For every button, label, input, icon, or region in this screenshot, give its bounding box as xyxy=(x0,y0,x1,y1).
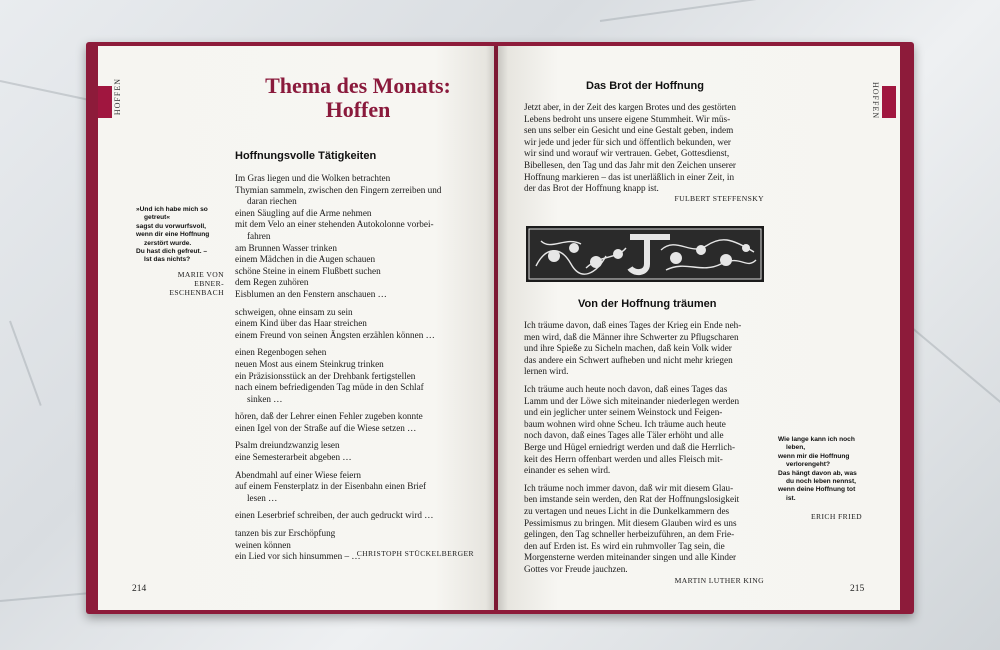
sidenote-author: ERICH FRIED xyxy=(810,512,862,521)
chapter-title-line: Thema des Monats: xyxy=(265,73,451,98)
poem-stanza xyxy=(235,440,475,463)
prose-line: Jetzt aber, in der Zeit des kargen Brotes und des gestörten xyxy=(524,102,736,112)
prose-line: einander es sehen wird. xyxy=(524,465,611,476)
sidenote-line: Wie lange kann ich noch xyxy=(778,436,855,443)
prose-line: Pessimismus zu bringen. Mit diesem Glauben wird es uns xyxy=(524,517,737,528)
prose-line: Hoffnung markieren – das ist unerläßlich in einer Zeit, in xyxy=(524,171,735,182)
poem-stanza xyxy=(235,510,475,522)
poem-line: lesen … xyxy=(247,492,278,503)
sidenote-quote xyxy=(778,436,857,503)
prose-line: Ich träume davon, daß eines Tages der Krieg ein Ende neh- xyxy=(524,320,742,330)
poem-line: einem Freund von seinen Ängsten erzählen können … xyxy=(235,329,435,340)
chapter-title-line: Hoffen xyxy=(325,97,391,122)
section-title: Das Brot der Hoffnung xyxy=(586,80,704,92)
running-head: HOFFEN xyxy=(113,78,122,116)
poem-author: CHRISTOPH STÜCKELBERGER xyxy=(356,549,474,558)
poem-line: ein Präzisionsstück an der Drehbank fertigstellen xyxy=(235,370,416,381)
poem-body xyxy=(235,173,475,569)
marble-vein xyxy=(9,321,42,406)
section-author: FULBERT STEFFENSKY xyxy=(674,194,764,203)
prose-line: baum wohnen wird ohne Scheu. Ich träume auch heute xyxy=(524,418,726,429)
prose-line: sen uns selber ein Gesicht und eine Gestalt geben, indem xyxy=(524,125,734,136)
woodcut-illustration xyxy=(526,226,764,282)
prose-line: Ich träume auch heute noch davon, daß eines Tages das xyxy=(524,383,728,394)
prose-line: Ich träume noch immer davon, daß wir mit diesem Glau- xyxy=(524,482,734,493)
poem-line: einen Leserbrief schreiben, der auch gedruckt wird … xyxy=(235,510,434,521)
prose-line: den auf Erden ist. Es wird ein ruhmvoller Tag sein, die xyxy=(524,540,725,551)
sidenote-line: leben, xyxy=(786,444,806,452)
poem-line: nach einem befriedigenden Tag müde in den Schlaf xyxy=(235,382,424,393)
section-body xyxy=(524,102,784,195)
chapter-title xyxy=(248,74,468,122)
poem-stanza xyxy=(235,347,475,405)
section-title: Hoffnungsvolle Tätigkeiten xyxy=(235,150,377,162)
poem-line: hören, daß der Lehrer einen Fehler zugeben konnte xyxy=(235,411,423,422)
poem-line: weinen können xyxy=(235,539,291,550)
prose-line: ben imstande sein werden, den Rat der Hoffnungslosigkeit xyxy=(524,494,740,505)
book-spine xyxy=(486,46,508,610)
author-line: EBNER-ESCHENBACH xyxy=(169,279,224,297)
page-number: 214 xyxy=(132,584,147,594)
prose-paragraph xyxy=(524,384,786,477)
sidenote-line: wenn mir die Hoffnung xyxy=(778,452,850,460)
prose-line: lernen wird. xyxy=(524,366,569,377)
poem-line: neuen Most aus einem Steinkrug trinken xyxy=(235,358,384,369)
chapter-tab-marker xyxy=(882,86,896,118)
poem-stanza xyxy=(235,173,475,301)
sidenote-author xyxy=(148,270,224,297)
poem-stanza xyxy=(235,307,475,342)
running-head: HOFFEN xyxy=(871,82,880,120)
prose-line: und ihre Spieße zu Sicheln machen, daß kein Volk wider xyxy=(524,343,732,354)
sidenote-line: zerstört wurde. xyxy=(144,239,192,247)
prose-line: wir jede und jeder für sich und öffentlich bekunden, wer xyxy=(524,136,731,147)
prose-paragraph xyxy=(524,483,786,576)
poem-line: dem Regen zuhören xyxy=(235,277,309,288)
sidenote-line: getreut« xyxy=(144,214,171,222)
page-number: 215 xyxy=(850,584,865,594)
author-line: MARIE VON xyxy=(177,270,224,279)
poem-stanza xyxy=(235,411,475,434)
poem-line: sinken … xyxy=(247,393,283,404)
prose-line: das andere ein Schwert aufheben und nicht mehr kriegen xyxy=(524,354,733,365)
left-page xyxy=(98,46,494,610)
prose-line: Gottes vor Freude jauchzen. xyxy=(524,563,628,574)
poem-line: tanzen bis zur Erschöpfung xyxy=(235,528,336,539)
prose-line: gelingen, den Tag schneller herbeizuführen, an dem Frie- xyxy=(524,529,735,540)
section-author: MARTIN LUTHER KING xyxy=(674,576,764,585)
poem-line: schöne Steine in einem Flußbett suchen xyxy=(235,265,381,276)
poem-line: mit dem Velo an einer stehenden Autokolonne vorbei- xyxy=(235,219,434,230)
sidenote-quote xyxy=(136,206,209,265)
prose-line: Morgensterne werden miteinander singen und alle Kinder xyxy=(524,552,737,563)
poem-line: fahren xyxy=(247,230,271,241)
poem-stanza xyxy=(235,470,475,505)
sidenote-line: wenn deine Hoffnung tot xyxy=(778,486,856,494)
poem-line: einem Mädchen in die Augen schauen xyxy=(235,254,376,265)
prose-line: zu vertagen und neues Licht in die Dunkelkammern des xyxy=(524,505,730,516)
prose-line: noch davon, daß eines Tages alle Täler erhöht und alle xyxy=(524,430,724,441)
section-title: Von der Hoffnung träumen xyxy=(578,298,717,310)
poem-line: Psalm dreiundzwanzig lesen xyxy=(235,440,340,451)
poem-line: ein Lied vor sich hinsummen – … xyxy=(235,551,361,562)
poem-line: einen Igel von der Straße auf die Wiese setzen … xyxy=(235,422,417,433)
poem-line: auf einem Fensterplatz in der Eisenbahn einen Brief xyxy=(235,481,427,492)
sidenote-line: sagst du vorwurfsvoll, xyxy=(136,222,206,230)
chapter-tab-marker xyxy=(98,86,112,118)
prose-line: wir sind und worauf wir vertrauen. Gebet, Gottesdienst, xyxy=(524,148,730,159)
poem-line: Abendmahl auf einer Wiese feiern xyxy=(235,469,361,480)
prose-paragraph xyxy=(524,320,786,378)
poem-line: daran riechen xyxy=(247,196,297,207)
poem-line: Thymian sammeln, zwischen den Fingern zerreiben und xyxy=(235,184,442,195)
sidenote-line: ist. xyxy=(786,494,796,502)
right-page xyxy=(498,46,900,610)
marble-vein xyxy=(600,0,1000,22)
prose-line: Bibellesen, den Tag und das Jahr mit den Zeichen unserer xyxy=(524,159,736,170)
prose-line: Lebens bedroht uns unsere eigene Stummheit. Wir müs- xyxy=(524,113,731,124)
poem-line: einen Säugling auf die Arme nehmen xyxy=(235,207,372,218)
section-body xyxy=(524,320,786,581)
prose-line: men wird, daß die Männer ihre Schwerter zu Pflugscharen xyxy=(524,331,739,342)
sidenote-line: verlorengeht? xyxy=(786,461,830,469)
sidenote-line: du noch leben nennst, xyxy=(786,478,856,486)
prose-line: Lamm und der Löwe sich miteinander niederlegen werden xyxy=(524,395,740,406)
poem-line: schweigen, ohne einsam zu sein xyxy=(235,306,353,317)
poem-line: einen Regenbogen sehen xyxy=(235,347,327,358)
sidenote-line: wenn dir eine Hoffnung xyxy=(136,231,210,239)
sidenote-line: »Und ich habe mich so xyxy=(136,206,208,213)
sidenote-line: Ist das nichts? xyxy=(144,256,191,264)
prose-line: und ein jeglicher unter seinem Weinstock und Feigen- xyxy=(524,407,723,418)
sidenote-line: Du hast dich gefreut. – xyxy=(136,248,208,256)
poem-line: am Brunnen Wasser trinken xyxy=(235,242,337,253)
poem-line: Im Gras liegen und die Wolken betrachten xyxy=(235,173,391,183)
poem-line: einem Kind über das Haar streichen xyxy=(235,318,367,329)
poem-line: Eisblumen an den Fenstern anschauen … xyxy=(235,288,387,299)
prose-line: Berge und Hügel erniedrigt werden und daß die Herrlich- xyxy=(524,441,736,452)
sidenote-line: Das hängt davon ab, was xyxy=(778,469,857,477)
prose-line: keit des Herrn offenbart werden und alles Fleisch mit- xyxy=(524,453,723,464)
poem-line: eine Semesterarbeit abgeben … xyxy=(235,452,352,463)
prose-line: der das Brot der Hoffnung knapp ist. xyxy=(524,183,659,194)
